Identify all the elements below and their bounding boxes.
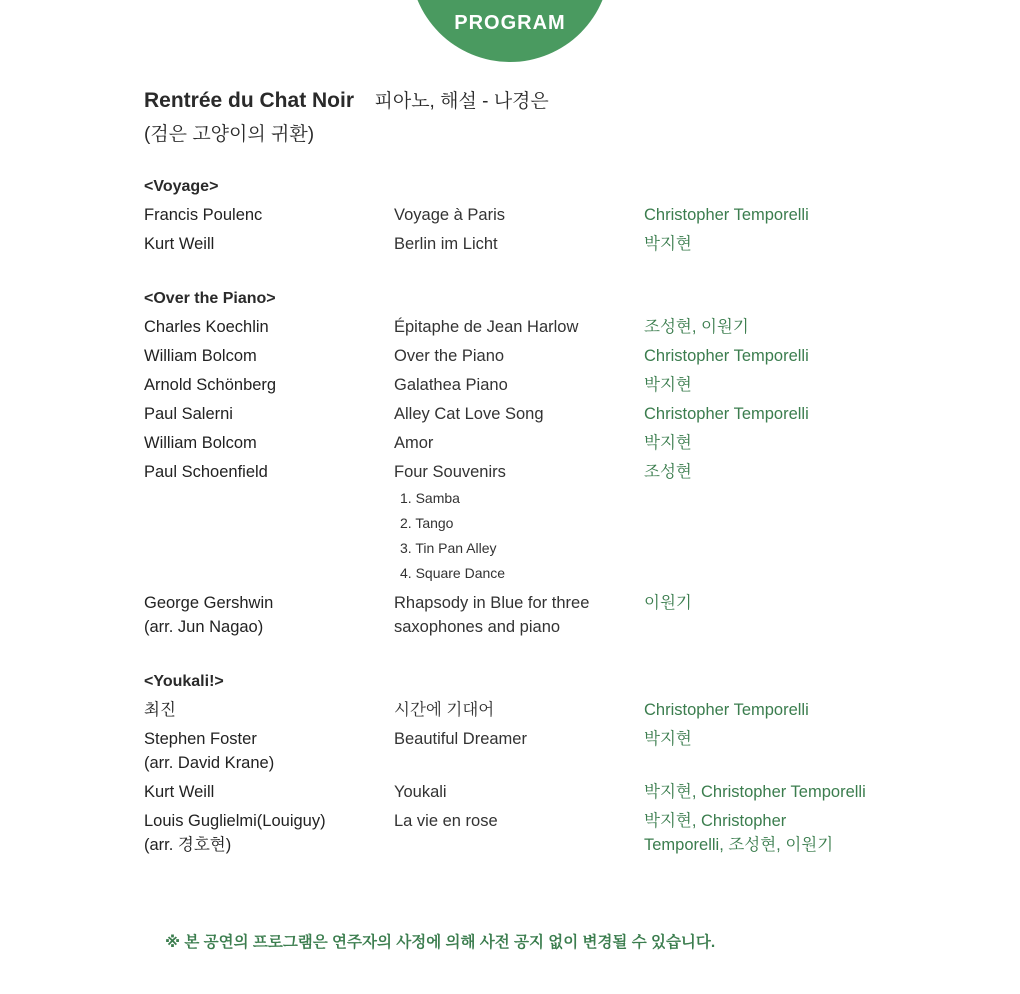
composer-name: Francis Poulenc bbox=[144, 206, 263, 224]
performer-names: 박지현, Christopher bbox=[644, 812, 787, 830]
piece-title-cell bbox=[394, 402, 644, 426]
performer-names: 박지현 bbox=[644, 730, 692, 748]
piece-title-cell bbox=[394, 698, 644, 722]
performer-names-cell bbox=[644, 591, 904, 639]
movement-item: 3. Tin Pan Alley bbox=[400, 540, 497, 556]
piece-title: Rhapsody in Blue for three bbox=[394, 594, 590, 612]
composer-name: Arnold Schönberg bbox=[144, 376, 277, 394]
composer-name-cell bbox=[144, 203, 394, 227]
piece-title-cell bbox=[394, 431, 644, 455]
piece-title: Épitaphe de Jean Harlow bbox=[394, 318, 579, 336]
performer-names-cell bbox=[644, 402, 904, 426]
program-section bbox=[144, 174, 904, 256]
concert-title-subtitle: 피아노, 해설 - 나경은 bbox=[374, 91, 549, 112]
composer-name: 최진 bbox=[144, 701, 176, 719]
piece-title: Amor bbox=[394, 434, 434, 452]
movement-item: 2. Tango bbox=[400, 515, 454, 531]
piece-title: Berlin im Licht bbox=[394, 235, 498, 253]
piece-title-cell bbox=[394, 232, 644, 256]
piece-title-cell bbox=[394, 809, 644, 857]
program-row bbox=[144, 373, 904, 397]
program-row bbox=[144, 431, 904, 455]
piece-title: Youkali bbox=[394, 783, 447, 801]
section-title: <Over the Piano> bbox=[144, 290, 276, 307]
performer-names-cell bbox=[644, 780, 904, 804]
performer-names-cell bbox=[644, 232, 904, 256]
piece-title-cell bbox=[394, 727, 644, 775]
piece-title-cell bbox=[394, 315, 644, 339]
program-row bbox=[144, 315, 904, 339]
program-change-notice: ※ 본 공연의 프로그램은 연주자의 사정에 의해 사전 공지 없이 변경될 수 있습니다. bbox=[165, 934, 716, 951]
program-list bbox=[144, 174, 904, 887]
performer-names: 박지현, Christopher Temporelli bbox=[644, 783, 866, 801]
composer-name-cell bbox=[144, 402, 394, 426]
piece-title-cell bbox=[394, 373, 644, 397]
performer-names: 이원기 bbox=[644, 594, 692, 612]
composer-name: (arr. 경호현) bbox=[144, 836, 232, 854]
program-section bbox=[144, 286, 904, 639]
composer-name-cell bbox=[144, 460, 394, 586]
program-row bbox=[144, 591, 904, 639]
composer-name: George Gershwin bbox=[144, 594, 274, 612]
performer-names: 박지현 bbox=[644, 376, 692, 394]
piece-title: 시간에 기대어 bbox=[394, 701, 495, 719]
program-section bbox=[144, 669, 904, 857]
piece-title-cell bbox=[394, 344, 644, 368]
performer-names-cell bbox=[644, 431, 904, 455]
performer-names: Temporelli, 조성현, 이원기 bbox=[644, 836, 834, 854]
performer-names-cell bbox=[644, 809, 904, 857]
composer-name-cell bbox=[144, 232, 394, 256]
piece-title: Galathea Piano bbox=[394, 376, 508, 394]
composer-name-cell bbox=[144, 373, 394, 397]
performer-names-cell bbox=[644, 460, 904, 586]
movement-item: 4. Square Dance bbox=[400, 565, 506, 581]
performer-names: 박지현 bbox=[644, 235, 692, 253]
movement-list bbox=[400, 486, 644, 586]
performer-names-cell bbox=[644, 727, 904, 775]
performer-names: Christopher Temporelli bbox=[644, 701, 809, 719]
composer-name-cell bbox=[144, 780, 394, 804]
program-row bbox=[144, 727, 904, 775]
concert-title-translation: (검은 고양이의 귀환) bbox=[144, 124, 315, 145]
section-title: <Voyage> bbox=[144, 178, 219, 195]
program-row bbox=[144, 460, 904, 586]
composer-name-cell bbox=[144, 344, 394, 368]
piece-title-cell bbox=[394, 591, 644, 639]
composer-name: Stephen Foster bbox=[144, 730, 257, 748]
composer-name-cell bbox=[144, 809, 394, 857]
performer-names: 조성현, 이원기 bbox=[644, 318, 749, 336]
piece-title: Over the Piano bbox=[394, 347, 505, 365]
piece-title: Beautiful Dreamer bbox=[394, 730, 527, 748]
piece-title: La vie en rose bbox=[394, 812, 498, 830]
composer-name: Louis Guglielmi(Louiguy) bbox=[144, 812, 326, 830]
performer-names: 박지현 bbox=[644, 434, 692, 452]
performer-names: 조성현 bbox=[644, 463, 692, 481]
piece-title-cell bbox=[394, 780, 644, 804]
piece-title: Voyage à Paris bbox=[394, 206, 505, 224]
movement-item: 1. Samba bbox=[400, 490, 460, 506]
composer-name-cell bbox=[144, 698, 394, 722]
composer-name-cell bbox=[144, 591, 394, 639]
program-row bbox=[144, 232, 904, 256]
composer-name: Kurt Weill bbox=[144, 783, 215, 801]
composer-name-cell bbox=[144, 727, 394, 775]
piece-title: saxophones and piano bbox=[394, 618, 561, 636]
composer-name: (arr. Jun Nagao) bbox=[144, 618, 264, 636]
performer-names-cell bbox=[644, 315, 904, 339]
performer-names: Christopher Temporelli bbox=[644, 405, 809, 423]
program-row bbox=[144, 344, 904, 368]
concert-title bbox=[144, 86, 904, 146]
performer-names-cell bbox=[644, 373, 904, 397]
program-row bbox=[144, 402, 904, 426]
performer-names-cell bbox=[644, 698, 904, 722]
program-row bbox=[144, 698, 904, 722]
performer-names-cell bbox=[644, 344, 904, 368]
program-badge-label: PROGRAM bbox=[454, 12, 566, 34]
program-row bbox=[144, 203, 904, 227]
piece-title: Four Souvenirs bbox=[394, 463, 506, 481]
performer-names-cell bbox=[644, 203, 904, 227]
program-row bbox=[144, 780, 904, 804]
performer-names: Christopher Temporelli bbox=[644, 206, 809, 224]
composer-name: Kurt Weill bbox=[144, 235, 215, 253]
piece-title-cell bbox=[394, 203, 644, 227]
composer-name: Paul Schoenfield bbox=[144, 463, 268, 481]
concert-title-main: Rentrée du Chat Noir bbox=[144, 89, 355, 112]
performer-names: Christopher Temporelli bbox=[644, 347, 809, 365]
piece-title-cell bbox=[394, 460, 644, 586]
composer-name: Charles Koechlin bbox=[144, 318, 269, 336]
composer-name: William Bolcom bbox=[144, 347, 257, 365]
section-title: <Youkali!> bbox=[144, 673, 224, 690]
composer-name: William Bolcom bbox=[144, 434, 257, 452]
program-row bbox=[144, 809, 904, 857]
composer-name-cell bbox=[144, 315, 394, 339]
composer-name: (arr. David Krane) bbox=[144, 754, 275, 772]
piece-title: Alley Cat Love Song bbox=[394, 405, 544, 423]
composer-name: Paul Salerni bbox=[144, 405, 233, 423]
composer-name-cell bbox=[144, 431, 394, 455]
